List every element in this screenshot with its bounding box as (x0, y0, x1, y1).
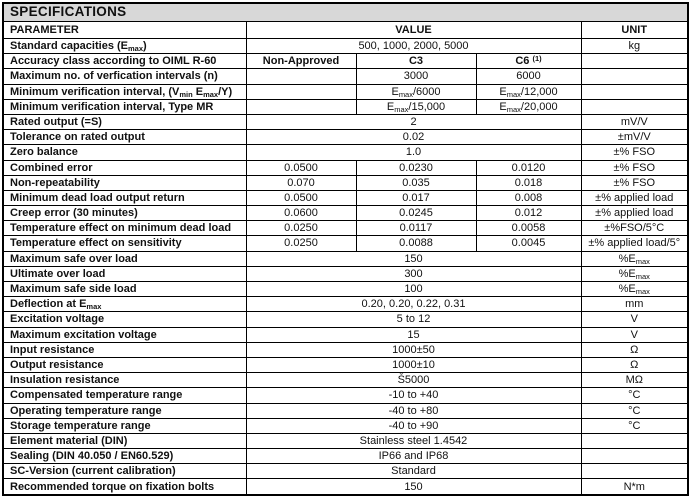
unit-cell: N*m (581, 479, 688, 495)
value-cell: C3 (356, 54, 476, 69)
column-header-parameter: PARAMETER (3, 22, 246, 39)
table-row (3, 145, 688, 160)
value-cell: 0.20, 0.20, 0.22, 0.31 (246, 297, 581, 312)
value-cell: 0.008 (476, 190, 581, 205)
value-cell: $E_{max}/6000$ (356, 84, 476, 99)
unit-cell: °C (581, 403, 688, 418)
unit-cell: mV/V (581, 114, 688, 129)
value-cell: 0.0045 (476, 236, 581, 251)
unit-cell: kg (581, 39, 688, 54)
unit-cell: $\%E_{max}$ (581, 251, 688, 266)
parameter-cell: Standard capacities $(E_{max})$ (3, 39, 246, 54)
value-cell: Stainless steel 1.4542 (246, 433, 581, 448)
value-cell: 1000±50 (246, 342, 581, 357)
unit-cell (581, 449, 688, 464)
value-cell: 5 to 12 (246, 312, 581, 327)
value-cell: Standard (246, 464, 581, 479)
table-row (3, 327, 688, 342)
parameter-cell: SC-Version (current calibration) (3, 464, 246, 479)
value-cell: 300 (246, 266, 581, 281)
unit-cell: $\%E_{max}$ (581, 282, 688, 297)
table-row (3, 418, 688, 433)
value-cell: 0.0058 (476, 221, 581, 236)
parameter-cell: Element material (DIN) (3, 433, 246, 448)
parameter-cell: Non-repeatability (3, 175, 246, 190)
value-cell: 2 (246, 114, 581, 129)
parameter-cell: Combined error (3, 160, 246, 175)
parameter-cell: Excitation voltage (3, 312, 246, 327)
value-cell: $E_{max}/20,000$ (476, 99, 581, 114)
unit-cell: ±% applied load (581, 190, 688, 205)
table-row (3, 403, 688, 418)
parameter-cell: Minimum verification interval, Type MR (3, 99, 246, 114)
unit-cell: ±% FSO (581, 175, 688, 190)
parameter-cell: Compensated temperature range (3, 388, 246, 403)
parameter-cell: Input resistance (3, 342, 246, 357)
specifications-table (2, 2, 689, 496)
value-cell: 3000 (356, 69, 476, 84)
parameter-cell: Creep error (30 minutes) (3, 206, 246, 221)
unit-cell (581, 54, 688, 69)
parameter-cell: Output resistance (3, 357, 246, 372)
value-cell: $E_{max}/15,000$ (356, 99, 476, 114)
value-cell: 15 (246, 327, 581, 342)
value-cell: 0.0117 (356, 221, 476, 236)
table-row (3, 282, 688, 297)
parameter-cell: Minimum dead load output return (3, 190, 246, 205)
value-cell (246, 99, 356, 114)
value-cell: 0.017 (356, 190, 476, 205)
table-row (3, 357, 688, 372)
value-cell: -10 to +40 (246, 388, 581, 403)
parameter-cell: Insulation resistance (3, 373, 246, 388)
table-row (3, 449, 688, 464)
table-row (3, 221, 688, 236)
table-row (3, 479, 688, 495)
unit-cell (581, 84, 688, 99)
table-row (3, 54, 688, 69)
unit-cell (581, 99, 688, 114)
parameter-cell: Sealing (DIN 40.050 / EN60.529) (3, 449, 246, 464)
value-cell: 0.0250 (246, 221, 356, 236)
column-header-unit: UNIT (581, 22, 688, 39)
unit-cell: Ω (581, 342, 688, 357)
parameter-cell: Tolerance on rated output (3, 130, 246, 145)
value-cell: 0.0088 (356, 236, 476, 251)
table-row (3, 251, 688, 266)
parameter-cell: Operating temperature range (3, 403, 246, 418)
value-cell: Š5000 (246, 373, 581, 388)
parameter-cell: Temperature effect on minimum dead load (3, 221, 246, 236)
unit-cell: Ω (581, 357, 688, 372)
value-cell: 1.0 (246, 145, 581, 160)
table-row (3, 433, 688, 448)
table-row (3, 297, 688, 312)
table-row (3, 175, 688, 190)
parameter-cell: Maximum safe over load (3, 251, 246, 266)
unit-cell: mm (581, 297, 688, 312)
value-cell (246, 84, 356, 99)
parameter-cell: Ultimate over load (3, 266, 246, 281)
unit-cell: $\%E_{max}$ (581, 266, 688, 281)
value-cell: $E_{max}/12,000$ (476, 84, 581, 99)
table-row (3, 206, 688, 221)
value-cell: 0.070 (246, 175, 356, 190)
unit-cell: V (581, 327, 688, 342)
table-row (3, 160, 688, 175)
value-cell: 0.035 (356, 175, 476, 190)
value-cell: 100 (246, 282, 581, 297)
value-cell: C6 $^{(1)}$ (476, 54, 581, 69)
value-cell: 0.0600 (246, 206, 356, 221)
parameter-cell: Minimum verification interval, ($V_{min}$ $E_{max}/Y$) (3, 84, 246, 99)
column-header-value: VALUE (246, 22, 581, 39)
value-cell: 150 (246, 479, 581, 495)
table-row (3, 236, 688, 251)
value-cell: 500, 1000, 2000, 5000 (246, 39, 581, 54)
value-cell: 0.0500 (246, 190, 356, 205)
table-row (3, 464, 688, 479)
value-cell: IP66 and IP68 (246, 449, 581, 464)
value-cell: 6000 (476, 69, 581, 84)
parameter-cell: Maximum safe side load (3, 282, 246, 297)
table-header-row (3, 22, 688, 39)
table-row (3, 312, 688, 327)
table-row (3, 84, 688, 99)
unit-cell: ±% FSO (581, 145, 688, 160)
table-row (3, 266, 688, 281)
value-cell: 0.0245 (356, 206, 476, 221)
unit-cell: ±mV/V (581, 130, 688, 145)
table-title-row (3, 3, 688, 22)
parameter-cell: Accuracy class according to OIML R-60 (3, 54, 246, 69)
table-row (3, 190, 688, 205)
table-row (3, 99, 688, 114)
table-row (3, 388, 688, 403)
parameter-cell: Recommended torque on fixation bolts (3, 479, 246, 495)
unit-cell: °C (581, 388, 688, 403)
table-row (3, 114, 688, 129)
table-row (3, 69, 688, 84)
parameter-cell: Rated output (=S) (3, 114, 246, 129)
table-row (3, 373, 688, 388)
table-row (3, 39, 688, 54)
table-row (3, 130, 688, 145)
unit-cell: ±% applied load (581, 206, 688, 221)
unit-cell (581, 464, 688, 479)
value-cell: Non-Approved (246, 54, 356, 69)
table-title: SPECIFICATIONS (3, 3, 688, 22)
value-cell: -40 to +90 (246, 418, 581, 433)
unit-cell: ±% FSO (581, 160, 688, 175)
unit-cell: V (581, 312, 688, 327)
spec-table-body (3, 39, 688, 496)
unit-cell: MΩ (581, 373, 688, 388)
value-cell: 0.0500 (246, 160, 356, 175)
unit-cell: ±%FSO/5°C (581, 221, 688, 236)
value-cell: 1000±10 (246, 357, 581, 372)
table-row (3, 342, 688, 357)
parameter-cell: Zero balance (3, 145, 246, 160)
value-cell: -40 to +80 (246, 403, 581, 418)
parameter-cell: Maximum no. of verfication intervals (n) (3, 69, 246, 84)
unit-cell (581, 69, 688, 84)
value-cell (246, 69, 356, 84)
value-cell: 0.0230 (356, 160, 476, 175)
parameter-cell: Storage temperature range (3, 418, 246, 433)
unit-cell: ±% applied load/5° (581, 236, 688, 251)
parameter-cell: Temperature effect on sensitivity (3, 236, 246, 251)
parameter-cell: Deflection at $E_{max}$ (3, 297, 246, 312)
value-cell: 0.0120 (476, 160, 581, 175)
value-cell: 0.0250 (246, 236, 356, 251)
unit-cell: °C (581, 418, 688, 433)
value-cell: 150 (246, 251, 581, 266)
value-cell: 0.02 (246, 130, 581, 145)
value-cell: 0.018 (476, 175, 581, 190)
value-cell: 0.012 (476, 206, 581, 221)
parameter-cell: Maximum excitation voltage (3, 327, 246, 342)
unit-cell (581, 433, 688, 448)
